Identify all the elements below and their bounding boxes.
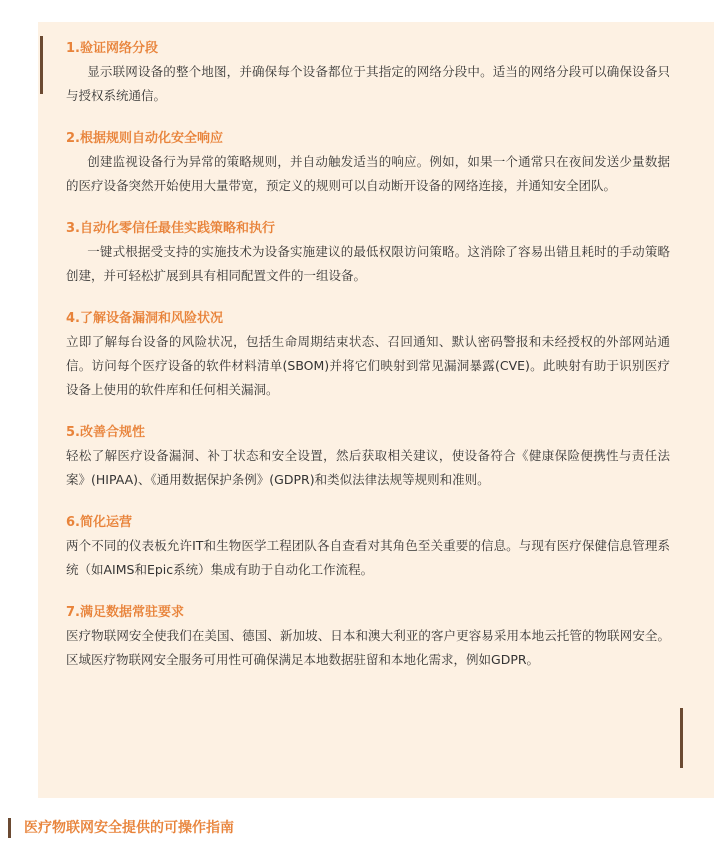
section-title: 5.改善合规性	[66, 425, 145, 440]
feature-section-network-segmentation	[66, 38, 670, 108]
feature-list	[66, 38, 670, 692]
corner-bracket-top-left	[40, 36, 43, 94]
feature-section-data-residency	[66, 602, 670, 672]
section-title: 7.满足数据常驻要求	[66, 605, 184, 620]
section-body: 一键式根据受支持的实施技术为设备实施建议的最低权限访问策略。这消除了容易出错且耗时的手动策略创建，并可轻松扩展到具有相同配置文件的一组设备。	[66, 244, 670, 283]
feature-section-automated-response	[66, 128, 670, 198]
section-title: 1.验证网络分段	[66, 41, 158, 56]
section-body: 轻松了解医疗设备漏洞、补丁状态和安全设置，然后获取相关建议，使设备符合《健康保险便携性与责任法案》(HIPAA)、《通用数据保护条例》(GDPR)和类似法律法规等规则和准则。	[66, 448, 670, 487]
section-body: 立即了解每台设备的风险状况，包括生命周期结束状态、召回通知、默认密码警报和未经授权的外部网站通信。访问每个医疗设备的软件材料清单(SBOM)并将它们映射到常见漏洞暴露(CVE)。此映射有助于识别医疗设备上使用的软件库和任何相关漏洞。	[66, 334, 670, 397]
corner-bracket-bottom-right	[680, 708, 683, 768]
section-body: 两个不同的仪表板允许IT和生物医学工程团队各自查看对其角色至关重要的信息。与现有医疗保健信息管理系统（如AIMS和Epic系统）集成有助于自动化工作流程。	[66, 538, 670, 577]
section-title: 3.自动化零信任最佳实践策略和执行	[66, 221, 275, 236]
feature-section-zero-trust	[66, 218, 670, 288]
section-body: 医疗物联网安全使我们在美国、德国、新加坡、日本和澳大利亚的客户更容易采用本地云托管的物联网安全。区域医疗物联网安全服务可用性可确保满足本地数据驻留和本地化需求，例如GDPR。	[66, 628, 670, 667]
footer-heading-bar	[8, 818, 11, 838]
section-body: 创建监视设备行为异常的策略规则，并自动触发适当的响应。例如，如果一个通常只在夜间发送少量数据的医疗设备突然开始使用大量带宽，预定义的规则可以自动断开设备的网络连接，并通知安全团队。	[66, 154, 670, 193]
section-body: 显示联网设备的整个地图，并确保每个设备都位于其指定的网络分段中。适当的网络分段可以确保设备只与授权系统通信。	[66, 64, 670, 103]
feature-section-compliance	[66, 422, 670, 492]
footer-heading: 医疗物联网安全提供的可操作指南	[24, 820, 234, 836]
section-title: 4.了解设备漏洞和风险状况	[66, 311, 223, 326]
feature-section-vulnerability-risk	[66, 308, 670, 402]
section-title: 2.根据规则自动化安全响应	[66, 131, 223, 146]
feature-section-operations	[66, 512, 670, 582]
section-title: 6.简化运营	[66, 515, 132, 530]
